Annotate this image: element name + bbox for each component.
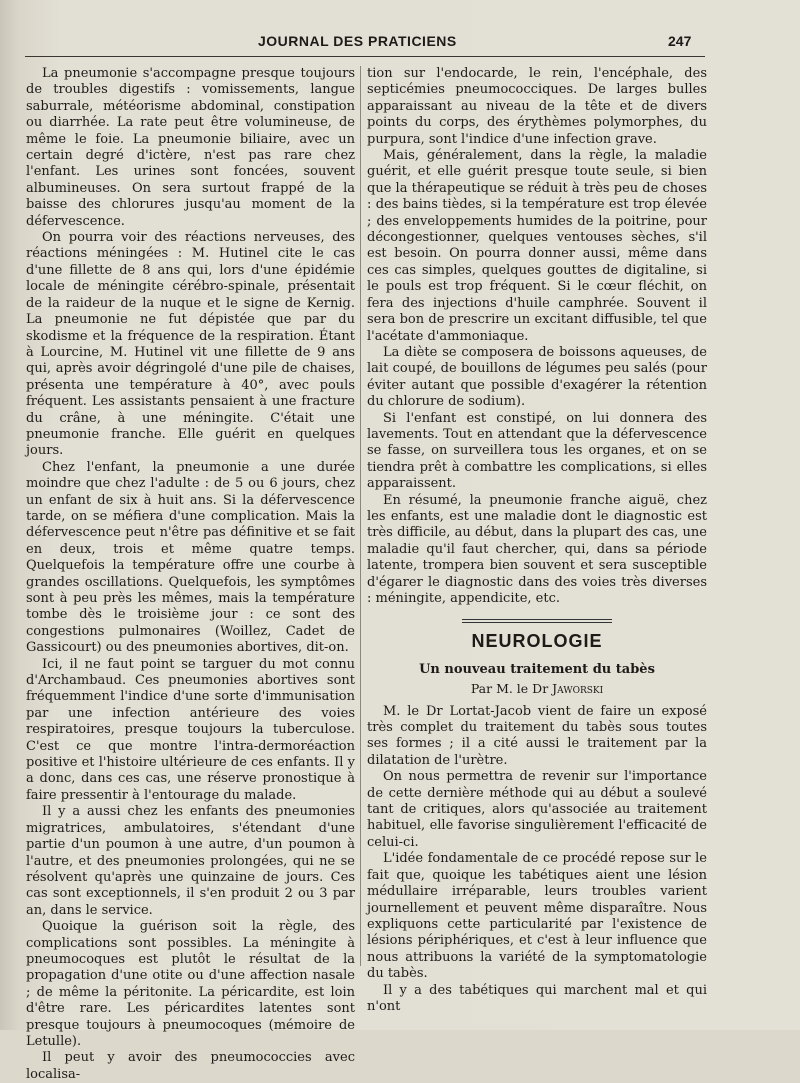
- byline-prefix: Par M. le Dr: [470, 681, 549, 697]
- byline-author: Jaworski: [552, 681, 604, 697]
- paragraph: On pourra voir des réactions nerveuses, des réactions méningées : M. Hutinel cite le cas d'une fillette de 8 ans qui, lors d'une épidémie locale de méningite cérébro-spinale, présentait de la raideur de la nuque et le signe de Kernig. La pneumonie ne fut dépistée que par du skodisme et la fréquence de la respiration. Étant à Lourcine, M. Hutinel vit une fillette de 9 ans qui, après avoir dégringolé d'une pile de chaises, présenta une température à 40°, avec pouls fréquent. Les assistants pensaient à une fracture du crâne, à une méningite. C'était une pneumonie franche. Elle guérit en quelques jours.: [26, 230, 355, 459]
- section-title: NEUROLOGIE: [471, 631, 603, 652]
- paragraph: Si l'enfant est constipé, on lui donnera des lavements. Tout en attendant que la défervescence se fasse, on surveillera tous les organes, et on se tiendra prêt à combattre les complications, si elles apparaissent.: [367, 410, 707, 492]
- paragraph: Chez l'enfant, la pneumonie a une durée moindre que chez l'adulte : de 5 ou 6 jours, chez un enfant de six à huit ans. Si la défervescence tarde, on se méfiera d'une complication. Mais la défervescence peut n'être pas définitive et se fait en deux, trois et même quatre temps. Quelquefois la température offre une courbe à grandes oscillations. Quelquefois, les symptômes sont à peu près les mêmes, mais la température tombe dès le troisième jour : ce sont des congestions pulmonaires (Woillez, Cadet de Gassicourt) ou des pneumonies abortives, dit-on.: [26, 459, 355, 656]
- paragraph: L'idée fondamentale de ce procédé repose sur le fait que, quoique les tabétiques aient une lésion médullaire irréparable, leurs troubles varient journellement et peuvent même disparaître. Nous expliquons cette particularité par l'existence de lésions périphériques, et c'est à leur influence que nous attribuons la variété de la symptomatologie du tabès.: [367, 851, 707, 982]
- paragraph: Mais, généralement, dans la règle, la maladie guérit, et elle guérit presque toute seule, si bien que la thérapeutique se réduit à très peu de choses : des bains tièdes, si la température est trop élevée ; des enveloppements humides de la poitrine, pour décongestionner, quelques ventouses sèches, s'il est besoin. On pourra donner aussi, même dans ces cas simples, quelques gouttes de digitaline, si le pouls est trop fréquent. Si le cœur fléchit, on fera des injections d'huile camphrée. Souvent il sera bon de prescrire un excitant diffusible, tel que l'acétate d'ammoniaque.: [367, 148, 707, 344]
- paragraph: On nous permettra de revenir sur l'importance de cette dernière méthode qui au début a soulevé tant de critiques, alors qu'associée au traitement habituel, elle favorise singulièrement l'efficacité de celui-ci.: [367, 769, 707, 850]
- paragraph: Ici, il ne faut point se targuer du mot connu d'Archambaud. Ces pneumonies abortives sont fréquemment l'indice d'une sorte d'immunisation par une infection antérieure des voies respiratoires, presque toujours la tuberculose. C'est ce que montre l'intra-dermoréaction positive et l'histoire ultérieure de ces enfants. Il y a donc, dans ces cas, une réserve pronostique à faire pressentir à l'entourage du malade.: [26, 656, 355, 803]
- paragraph: La pneumonie s'accompagne presque toujours de troubles digestifs : vomissements, langue saburrale, météorisme abdominal, constipation ou diarrhée. La rate peut être volumineuse, de même le foie. La pneumonie biliaire, avec un certain degré d'ictère, n'est pas rare chez l'enfant. Les urines sont foncées, souvent albumineuses. On sera surtout frappé de la baisse des chlorures jusqu'au moment de la défervescence.: [26, 66, 355, 229]
- section-separator: [462, 619, 612, 623]
- paragraph: Il peut y avoir des pneumococcies avec localisa-: [26, 1050, 355, 1082]
- header-rule: [25, 56, 705, 57]
- paragraph: Quoique la guérison soit la règle, des complications sont possibles. La méningite à pneumocoques est plutôt le résultat de la propagation d'une otite ou d'une affection nasale ; de même la péritonite. La péricardite, est loin d'être rare. Les péricardites latentes sont presque toujours à pneumocoques (mémoire de Letulle).: [26, 919, 355, 1049]
- column-divider: [360, 66, 361, 966]
- paragraph: En résumé, la pneumonie franche aiguë, chez les enfants, est une maladie dont le diagnostic est très difficile, au début, dans la plupart des cas, une maladie qu'il faut chercher, qui, dans sa période latente, trompera bien souvent et sera susceptible d'égarer le diagnostic dans des voies très diverses : méningite, appendicite, etc.: [367, 492, 707, 606]
- paragraph: M. le Dr Lortat-Jacob vient de faire un exposé très complet du traitement du tabès sous toutes ses formes ; il a cité aussi le traitement par la dilatation de l'urètre.: [367, 703, 707, 768]
- journal-title: JOURNAL DES PRATICIENS: [258, 33, 457, 49]
- article-title: Un nouveau traitement du tabès: [419, 661, 655, 677]
- byline: [367, 681, 707, 697]
- paragraph: La diète se composera de boissons aqueuses, de lait coupé, de bouillons de légumes peu salés (pour éviter autant que possible d'exagérer la rétention du chlorure de sodium).: [367, 344, 707, 410]
- paragraph: tion sur l'endocarde, le rein, l'encéphale, des septicémies pneumococciques. De larges bulles apparaissant au niveau de la tête et de divers points du corps, des érythèmes polymorphes, du purpura, sont l'indice d'une infection grave.: [367, 66, 707, 147]
- paragraph: Il y a aussi chez les enfants des pneumonies migratrices, ambulatoires, s'étendant d'une partie d'un poumon à une autre, d'un poumon à l'autre, et des pneumonies prolongées, qui ne se résolvent qu'après une quinzaine de jours. Ces cas sont exceptionnels, il s'en produit 2 ou 3 par an, dans le service.: [26, 804, 355, 918]
- page-number: 247: [668, 33, 692, 49]
- right-column: [367, 66, 707, 1015]
- paragraph: Il y a des tabétiques qui marchent mal et qui n'ont: [367, 982, 707, 1014]
- left-column: [26, 66, 355, 1083]
- running-header: [0, 33, 800, 55]
